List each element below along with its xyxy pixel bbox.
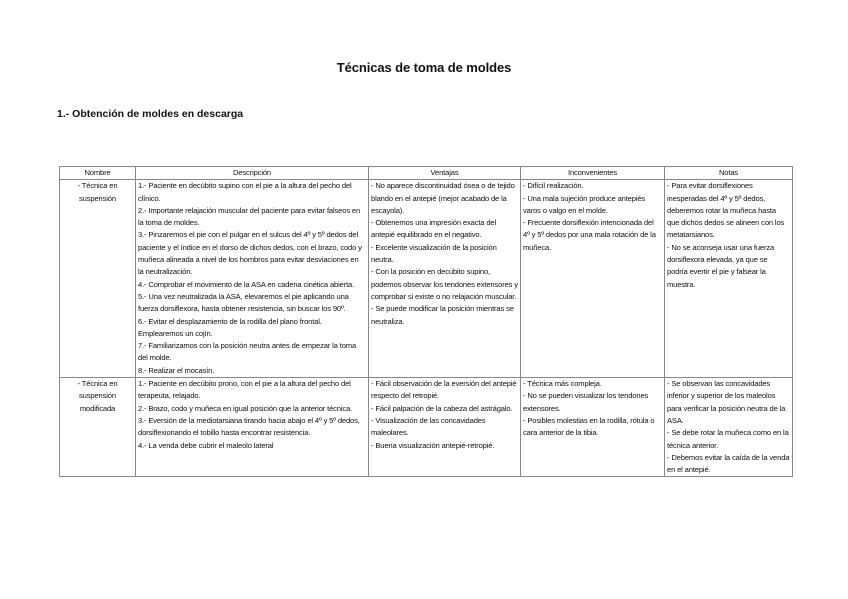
advantage-item: - No aparece discontinuidad ósea o de tejido blando en el antepié (mejor acabado de la escayola). [371,181,515,215]
advantage-item: - Visualización de las concavidades maleolares. [371,415,486,438]
header-description: Descripción [136,167,369,180]
description-step: 1.- Paciente en decúbito supino con el pie a la altura del pecho del clínico. [138,181,352,203]
advantage-item: - Se puede modificar la posición mientras se neutraliza. [371,304,514,326]
disadvantage-item: - No se pueden visualizar los tendones extensores. [523,391,649,413]
notes-cell [665,180,793,378]
advantage-item: - Buena visualización antepié-retropié. [371,440,495,450]
description-step: 6.- Evitar el desplazamiento de la rodilla del plano frontal. Emplearemos un cojín. [138,316,322,338]
disadvantage-item: - Técnica más compleja. [523,379,602,389]
description-cell [136,180,369,378]
header-advantages: Ventajas [369,167,521,180]
header-notes: Notas [665,167,793,180]
section-heading: 1.- Obtención de moldes en descarga [57,108,244,120]
description-step: 3.- Eversión de la mediotarsiana tirando hacia abajo el 4º y 5º dedos, dorsiflexionando el tobillo hasta encontrar resistencia. [138,415,360,438]
disadvantage-item: - Frecuente dorsiflexión intencionada del 4º y 5º dedos por una mala rotación de la muñeca. [523,218,656,252]
advantages-cell [369,378,521,477]
description-cell [136,378,369,477]
description-step: 2.- Importante relajación muscular del paciente para evitar falseos en la toma de moldes. [138,205,361,228]
advantage-item: - Excelente visualización de la posición neutra. [371,242,497,265]
technique-name: - Técnica en suspensión [60,180,136,378]
disadvantage-item: - Difícil realización. [523,181,584,191]
table-header-row [60,167,793,180]
disadvantages-cell [521,180,665,378]
header-disadvantages: Inconvenientes [521,167,665,180]
description-step: 3.- Pinzaremos el pie con el pulgar en el sulcus del 4º y 5º dedos del paciente y el índice en el dorso de dichos dedos, con el brazo, codo y muñeca alineada a nivel de los hombros para evitar desviaciones en la neutralización. [138,230,362,277]
note-item: - Debemos evitar la caída de la venda en el antepié. [667,452,790,475]
advantage-item: - Fácil observación de la eversión del antepié respecto del retropié. [371,379,517,401]
note-item: - Se debe rotar la muñeca como en la técnica anterior. [667,428,789,450]
disadvantage-item: - Una mala sujeción produce antepiés varos o valgo en el molde. [523,193,646,215]
description-step: 1.- Paciente en decúbito prono, con el pie a la altura del pecho del terapeuta, relajado. [138,379,351,401]
description-step: 7.- Familiarizamos con la posición neutra antes de empezar la toma del molde. [138,341,357,363]
notes-cell [665,378,793,477]
note-item: - Se observan las concavidades inferior y superior de los maleolos para verificar la posición neutra de la ASA. [667,379,786,425]
header-name: Nombre [60,167,136,180]
note-item: - No se aconseja usar una fuerza dorsiflexora elevada, ya que se podría evertir el pie y falsear la muestra. [667,242,775,289]
description-step: 4.- La venda debe cubrir el maleolo lateral [138,440,274,450]
disadvantages-cell [521,378,665,477]
table-row [60,378,793,477]
table-row [60,180,793,378]
document-title: Técnicas de toma de moldes [336,60,512,75]
description-step: 2.- Brazo, codo y muñeca en igual posición que la anterior técnica. [138,403,353,413]
description-step: 8.- Realizar el mocasín. [138,365,215,375]
advantage-item: - Con la posición en decúbito supino, podemos observar los tendones extensores y comprobar si existe o no relajación muscular. [371,267,518,301]
description-step: 5.- Una vez neutralizada la ASA, elevaremos el pie aplicando una fuerza dorsiflexora, hasta obtener resistencia, sin buscar los 90º. [138,291,349,314]
disadvantage-item: - Posibles molestias en la rodilla, rótula o cara anterior de la tibia. [523,415,655,438]
description-step: 4.- Comprobar el movimiento de la ASA en cadena cinética abierta. [138,279,355,289]
technique-name: - Técnica en suspensión modificada [60,378,136,477]
advantage-item: - Obtenemos una impresión exacta del antepié equilibrado en el negativo. [371,218,497,240]
advantage-item: - Fácil palpación de la cabeza del astrágalo. [371,403,513,413]
advantages-cell [369,180,521,378]
techniques-table [59,166,793,477]
note-item: - Para evitar dorsiflexiones inesperadas del 4º y 5º dedos, deberemos rotar la muñeca hasta que dichos dedos se alineen con los metatarsianos. [667,181,785,240]
